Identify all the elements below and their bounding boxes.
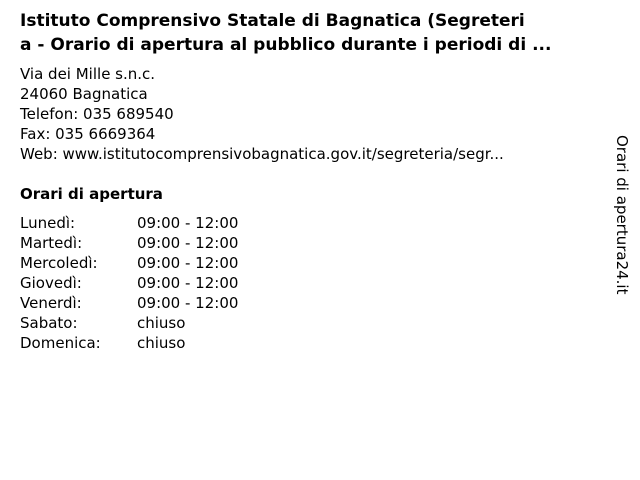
day-label: Martedì: bbox=[20, 234, 83, 252]
page-title-line-1: Istituto Comprensivo Statale di Bagnatica (Segreteri bbox=[20, 11, 525, 31]
opening-hours-table bbox=[20, 213, 238, 353]
hours-row-wednesday bbox=[20, 253, 238, 273]
day-label: Lunedì: bbox=[20, 214, 76, 232]
day-hours: chiuso bbox=[137, 314, 186, 332]
day-hours: 09:00 - 12:00 bbox=[137, 214, 239, 232]
phone-number: Telefon: 035 689540 bbox=[20, 105, 174, 123]
hours-row-saturday bbox=[20, 313, 238, 333]
opening-hours-heading: Orari di apertura bbox=[20, 185, 163, 203]
page-title bbox=[20, 9, 630, 57]
hours-row-friday bbox=[20, 293, 238, 313]
day-label: Sabato: bbox=[20, 314, 78, 332]
hours-row-monday bbox=[20, 213, 238, 233]
day-hours: chiuso bbox=[137, 334, 186, 352]
site-watermark-label: Orari di apertura24.it bbox=[613, 135, 631, 295]
city-address: 24060 Bagnatica bbox=[20, 85, 148, 103]
website-url: Web: www.istitutocomprensivobagnatica.gov.it/segreteria/segr... bbox=[20, 145, 504, 163]
day-hours: 09:00 - 12:00 bbox=[137, 254, 239, 272]
contact-block bbox=[20, 64, 504, 164]
day-label: Mercoledì: bbox=[20, 254, 98, 272]
hours-row-thursday bbox=[20, 273, 238, 293]
page-title-line-2: a - Orario di apertura al pubblico durante i periodi di ... bbox=[20, 35, 552, 55]
hours-row-sunday bbox=[20, 333, 238, 353]
day-label: Venerdì: bbox=[20, 294, 82, 312]
fax-number: Fax: 035 6669364 bbox=[20, 125, 156, 143]
day-hours: 09:00 - 12:00 bbox=[137, 234, 239, 252]
day-label: Domenica: bbox=[20, 334, 101, 352]
day-hours: 09:00 - 12:00 bbox=[137, 274, 239, 292]
day-label: Giovedì: bbox=[20, 274, 82, 292]
street-address: Via dei Mille s.n.c. bbox=[20, 65, 156, 83]
day-hours: 09:00 - 12:00 bbox=[137, 294, 239, 312]
hours-row-tuesday bbox=[20, 233, 238, 253]
